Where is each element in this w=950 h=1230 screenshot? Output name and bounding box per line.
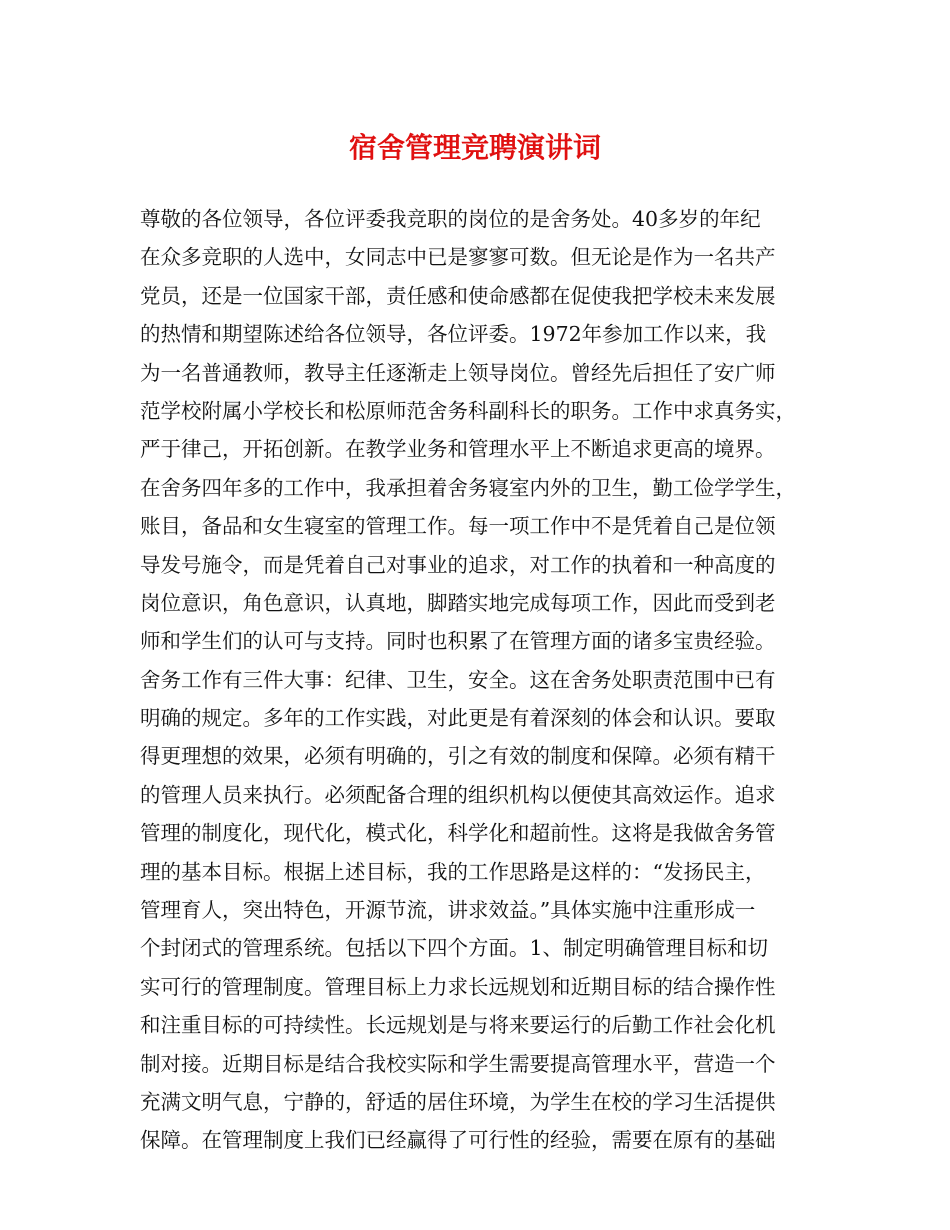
body-line: 管理育人，突出特色，开源节流，讲求效益。”具体实施中注重形成一 — [140, 898, 756, 923]
body-line: 为一名普通教师，教导主任逐渐走上领导岗位。曾经先后担任了安广师 — [140, 360, 776, 385]
body-line: 范学校附属小学校长和松原师范舍务科副科长的职务。工作中求真务实， — [140, 398, 796, 423]
body-line: 的热情和期望陈述给各位领导，各位评委。1972年参加工作以来，我 — [140, 322, 767, 347]
body-line: 账目，备品和女生寝室的管理工作。每一项工作中不是凭着自己是位领 — [140, 514, 776, 539]
body-line: 师和学生们的认可与支持。同时也积累了在管理方面的诸多宝贵经验。 — [140, 629, 776, 654]
body-line: 保障。在管理制度上我们已经赢得了可行性的经验，需要在原有的基础 — [140, 1128, 776, 1153]
body-line: 实可行的管理制度。管理目标上力求长远规划和近期目标的结合操作性 — [140, 974, 776, 999]
body-line: 管理的制度化，现代化，模式化，科学化和超前性。这将是我做舍务管 — [140, 821, 776, 846]
body-line: 充满文明气息，宁静的，舒适的居住环境，为学生在校的学习生活提供 — [140, 1089, 776, 1114]
body-line: 导发号施令，而是凭着自己对事业的追求，对工作的执着和一种高度的 — [140, 552, 776, 577]
body-line: 个封闭式的管理系统。包括以下四个方面。1、制定明确管理目标和切 — [140, 936, 769, 961]
body-line: 在舍务四年多的工作中，我承担着舍务寝室内外的卫生，勤工俭学学生， — [140, 475, 796, 500]
document-body — [140, 200, 820, 1160]
body-line: 的管理人员来执行。必须配备合理的组织机构以便使其高效运作。追求 — [140, 782, 776, 807]
body-line: 理的基本目标。根据上述目标，我的工作思路是这样的：“发扬民主， — [140, 859, 766, 884]
body-line: 得更理想的效果，必须有明确的，引之有效的制度和保障。必须有精干 — [140, 744, 776, 769]
body-line: 和注重目标的可持续性。长远规划是与将来要运行的后勤工作社会化机 — [140, 1013, 776, 1038]
body-line: 制对接。近期目标是结合我校实际和学生需要提高管理水平，营造一个 — [140, 1051, 776, 1076]
body-line: 尊敬的各位领导，各位评委我竞职的岗位的是舍务处。40多岁的年纪 — [140, 207, 761, 231]
body-line: 舍务工作有三件大事：纪律、卫生，安全。这在舍务处职责范围中已有 — [140, 667, 776, 692]
body-line: 党员，还是一位国家干部，责任感和使命感都在促使我把学校未来发展 — [140, 283, 776, 308]
body-line: 岗位意识，角色意识，认真地，脚踏实地完成每项工作，因此而受到老 — [140, 590, 776, 615]
body-line: 严于律己，开拓创新。在教学业务和管理水平上不断追求更高的境界。 — [140, 437, 776, 462]
body-line: 在众多竞职的人选中，女同志中已是寥寥可数。但无论是作为一名共产 — [140, 245, 776, 270]
body-line: 明确的规定。多年的工作实践，对此更是有着深刻的体会和认识。要取 — [140, 706, 776, 731]
document-title: 宿舍管理竞聘演讲词 — [348, 131, 601, 164]
